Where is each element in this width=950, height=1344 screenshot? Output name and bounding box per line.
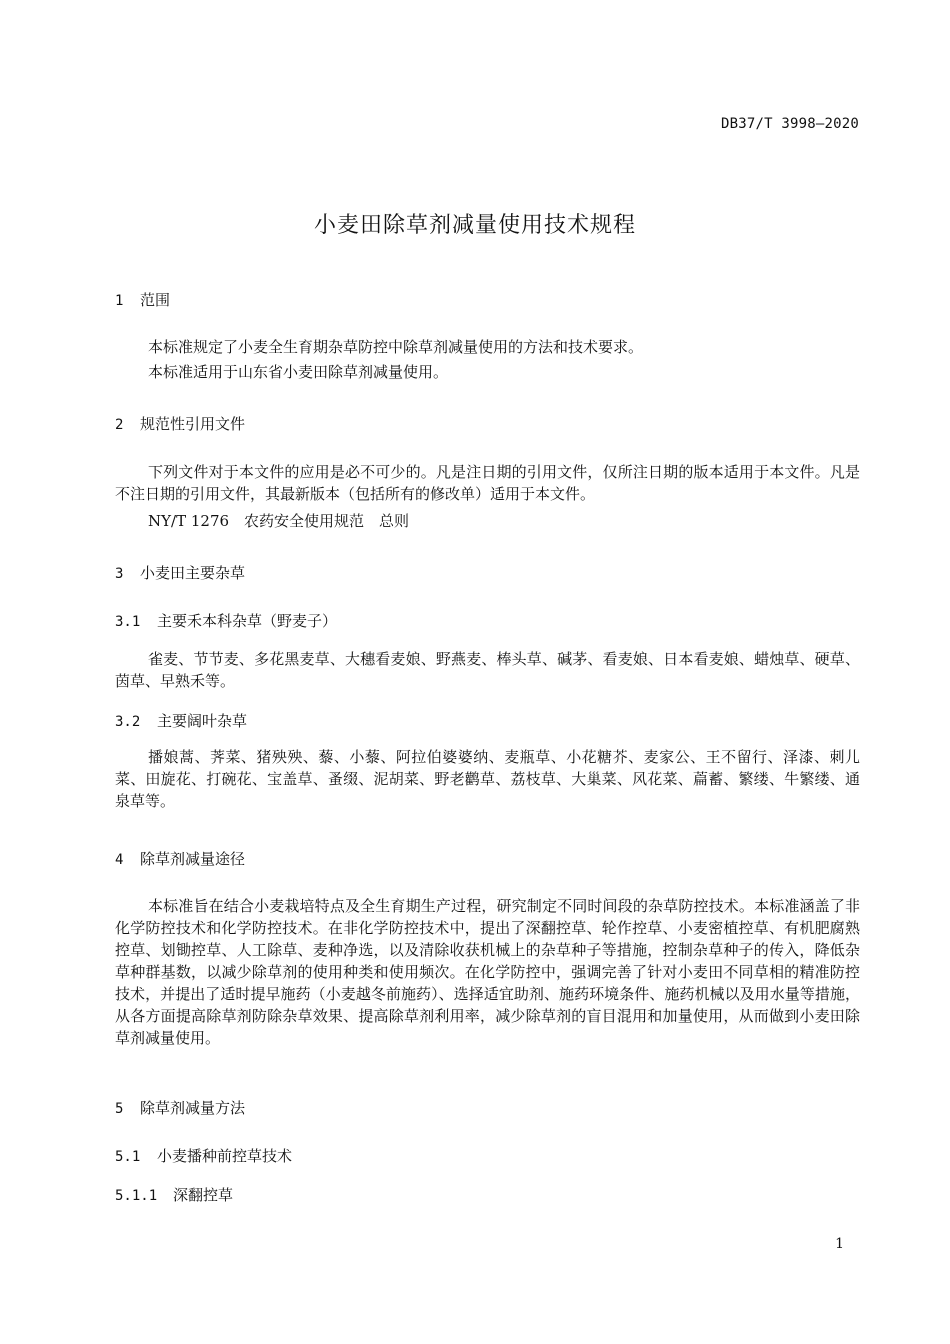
paragraph: 本标准规定了小麦全生育期杂草防控中除草剂减量使用的方法和技术要求。 [148, 338, 644, 356]
paragraph: 播娘蒿、荠菜、猪殃殃、藜、小藜、阿拉伯婆婆纳、麦瓶草、小花糖芥、麦家公、王不留行、泽漆、刺儿菜、田旋花、打碗花、宝盖草、蚤缀、泥胡菜、野老鹳草、荔枝草、大巢菜、风花菜、萹蓄、繁缕、牛繁缕、通泉草等。 [115, 748, 860, 810]
section-3-heading [115, 562, 245, 583]
section-number: 5.1 [115, 1149, 141, 1165]
section-number: 2 [115, 417, 124, 433]
section-title: 规范性引用文件 [140, 415, 246, 433]
section-title: 除草剂减量途径 [140, 850, 246, 868]
section-number: 5 [115, 1101, 124, 1117]
section-title: 深翻控草 [173, 1186, 234, 1204]
page-title: 小麦田除草剂减量使用技术规程 [313, 213, 636, 238]
paragraph: 本标准适用于山东省小麦田除草剂减量使用。 [148, 363, 449, 381]
section-title: 小麦田主要杂草 [140, 564, 246, 582]
section-number: 3.1 [115, 614, 141, 630]
section-5-heading [115, 1097, 245, 1118]
paragraph: 本标准旨在结合小麦栽培特点及全生育期生产过程，研究制定不同时间段的杂草防控技术。本标准涵盖了非化学防控技术和化学防控技术。在非化学防控技术中，提出了深翻控草、轮作控草、小麦密植控草、有机肥腐熟控草、划锄控草、人工除草、麦种净选，以及清除收获机械上的杂草种子等措施，控制杂草种子的传入，降低杂草种群基数，以减少除草剂的使用种类和使用频次。在化学防控中，强调完善了针对小麦田不同草相的精准防控技术，并提出了适时提早施药（小麦越冬前施药）、选择适宜助剂、施药环境条件、施药机械以及用水量等措施，从各方面提高除草剂防除杂草效果、提高除草剂利用率，减少除草剂的盲目混用和加量使用，从而做到小麦田除草剂减量使用。 [115, 897, 860, 1047]
paragraph: 下列文件对于本文件的应用是必不可少的。凡是注日期的引用文件，仅所注日期的版本适用于本文件。凡是不注日期的引用文件，其最新版本（包括所有的修改单）适用于本文件。 [115, 463, 860, 503]
normative-reference: NY/T 1276 农药安全使用规范 总则 [148, 512, 410, 530]
section-5-1-heading [115, 1145, 292, 1166]
section-title: 主要禾本科杂草（野麦子） [157, 612, 338, 630]
section-5-1-1-heading [115, 1184, 233, 1205]
section-title: 除草剂减量方法 [140, 1099, 246, 1117]
section-3-1-heading [115, 610, 337, 631]
section-title: 小麦播种前控草技术 [157, 1147, 293, 1165]
section-title: 范围 [140, 291, 171, 309]
section-1-heading [115, 289, 170, 310]
section-number: 1 [115, 293, 124, 309]
document-code: DB37/T 3998—2020 [720, 116, 859, 132]
section-number: 4 [115, 852, 124, 868]
section-4-heading [115, 848, 245, 869]
section-3-2-heading [115, 710, 247, 731]
paragraph: 雀麦、节节麦、多花黑麦草、大穗看麦娘、野燕麦、棒头草、碱茅、看麦娘、日本看麦娘、蜡烛草、硬草、茵草、早熟禾等。 [115, 650, 860, 690]
section-number: 3 [115, 566, 124, 582]
section-number: 5.1.1 [115, 1188, 158, 1204]
page-number: 1 [835, 1236, 844, 1252]
section-number: 3.2 [115, 714, 141, 730]
section-title: 主要阔叶杂草 [157, 712, 248, 730]
section-2-heading [115, 413, 245, 434]
